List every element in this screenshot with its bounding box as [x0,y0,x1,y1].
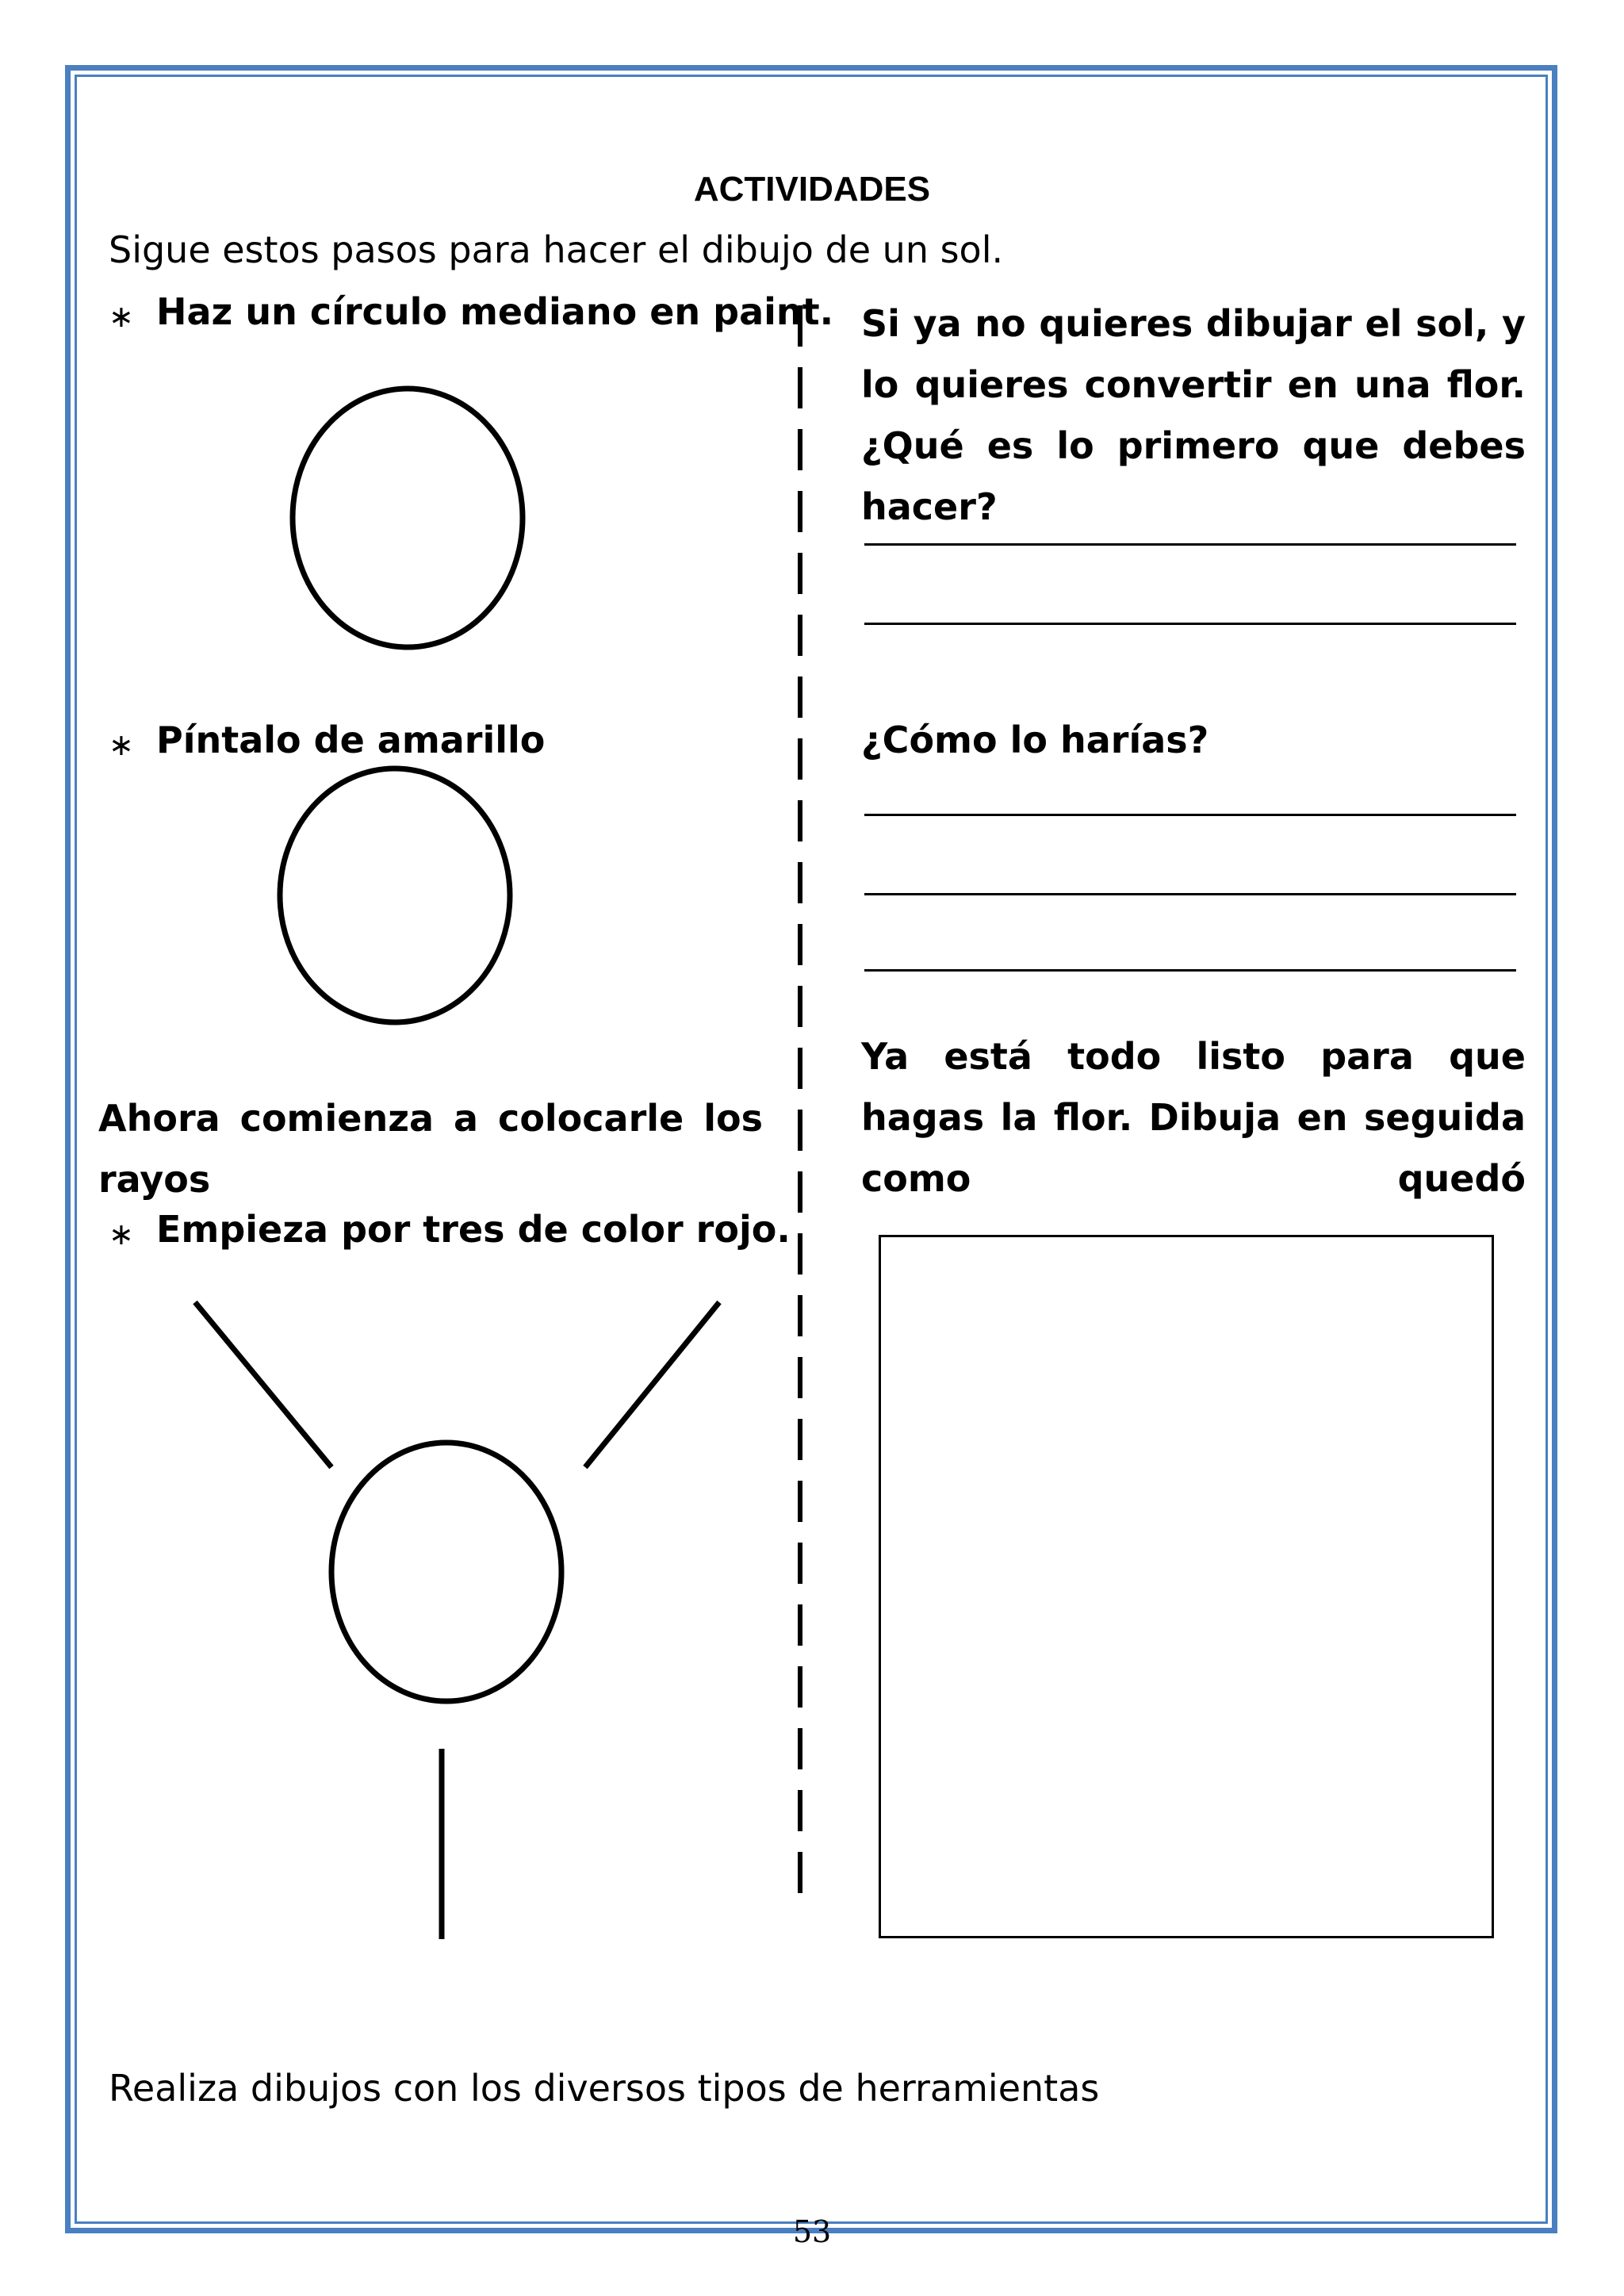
sun-ray-right [585,1302,719,1467]
drawing-instruction-text: Ya está todo listo para que hagas la flor. Dibuja en seguida como quedó [861,1035,1526,1200]
bullet-icon: ∗ [109,727,134,762]
step-1-text: Haz un círculo mediano en paint. [156,290,834,333]
page-title: ACTIVIDADES [693,170,931,209]
rays-intro-text: Ahora comienza a colocarle los rayos [98,1097,763,1201]
sun-circle-drawing [331,1443,561,1701]
question-2-text: ¿Cómo lo harías? [861,719,1209,761]
sun-ray-left [195,1302,331,1467]
circle-drawing [293,389,523,647]
step-2-text: Píntalo de amarillo [156,719,546,761]
question-1-text: Si ya no quieres dibujar el sol, y lo quieres convertir en una flor. ¿Qué es lo primero que debes hacer? [861,302,1526,528]
intro-text: Sigue estos pasos para hacer el dibujo de un sol. [109,228,1004,271]
step-3-text: Empieza por tres de color rojo. [156,1208,791,1251]
footer-text: Realiza dibujos con los diversos tipos de herramientas [109,2067,1100,2110]
bullet-icon: ∗ [109,1217,134,1251]
page-number: 53 [792,2214,832,2249]
circle-drawing [280,769,510,1022]
bullet-icon: ∗ [109,299,134,334]
